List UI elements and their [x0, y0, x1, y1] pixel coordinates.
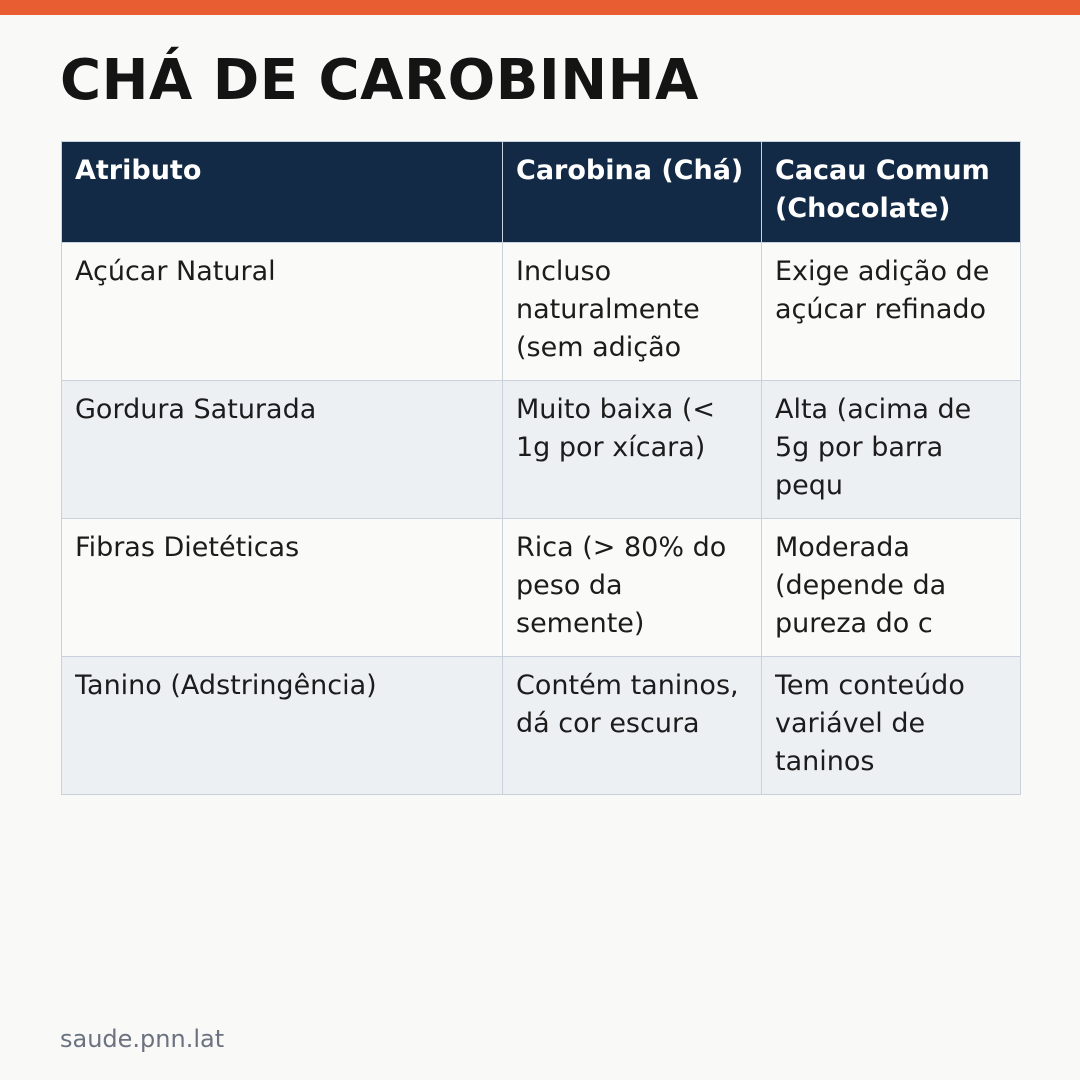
cell-text: Muito baixa (< 1g por xícara): [516, 394, 716, 463]
table-cell-cacao: [762, 519, 1021, 657]
cell-text: Tem conteúdo variável de taninos: [775, 670, 965, 777]
accent-top-bar: [0, 0, 1080, 15]
cell-text: Gordura Saturada: [75, 394, 317, 425]
cell-text: Rica (> 80% do peso da semente): [516, 532, 727, 639]
table-row: [62, 381, 1021, 519]
table-cell-carob: [503, 243, 762, 381]
cell-text: Fibras Dietéticas: [75, 532, 300, 563]
cell-text: Contém taninos, dá cor escura: [516, 670, 739, 739]
table-row: [62, 519, 1021, 657]
column-header-cacao: Cacau Comum (Chocolate): [762, 142, 1021, 243]
cell-text: Moderada (depende da pureza do c: [775, 532, 947, 639]
table-cell-carob: [503, 657, 762, 795]
column-header-carob: Carobina (Chá): [503, 142, 762, 243]
cell-text: Alta (acima de 5g por barra pequ: [775, 394, 972, 501]
table-row: [62, 243, 1021, 381]
comparison-table: [61, 141, 1021, 795]
table-cell-cacao: [762, 657, 1021, 795]
cell-text: Incluso naturalmente (sem adição: [516, 256, 700, 363]
cell-text: Exige adição de açúcar refinado: [775, 256, 990, 325]
table-cell-attribute: [62, 519, 503, 657]
column-header-attribute: Atributo: [62, 142, 503, 243]
table-cell-carob: [503, 381, 762, 519]
cell-text: Tanino (Adstringência): [75, 670, 377, 701]
table-cell-attribute: [62, 657, 503, 795]
table-cell-attribute: [62, 243, 503, 381]
table-header-row: [62, 142, 1021, 243]
table-row: [62, 657, 1021, 795]
page-title: CHÁ DE CAROBINHA: [60, 48, 699, 113]
table-cell-attribute: [62, 381, 503, 519]
footer-source: saude.pnn.lat: [60, 1025, 225, 1053]
table-cell-cacao: [762, 243, 1021, 381]
table-cell-cacao: [762, 381, 1021, 519]
cell-text: Açúcar Natural: [75, 256, 276, 287]
table-cell-carob: [503, 519, 762, 657]
